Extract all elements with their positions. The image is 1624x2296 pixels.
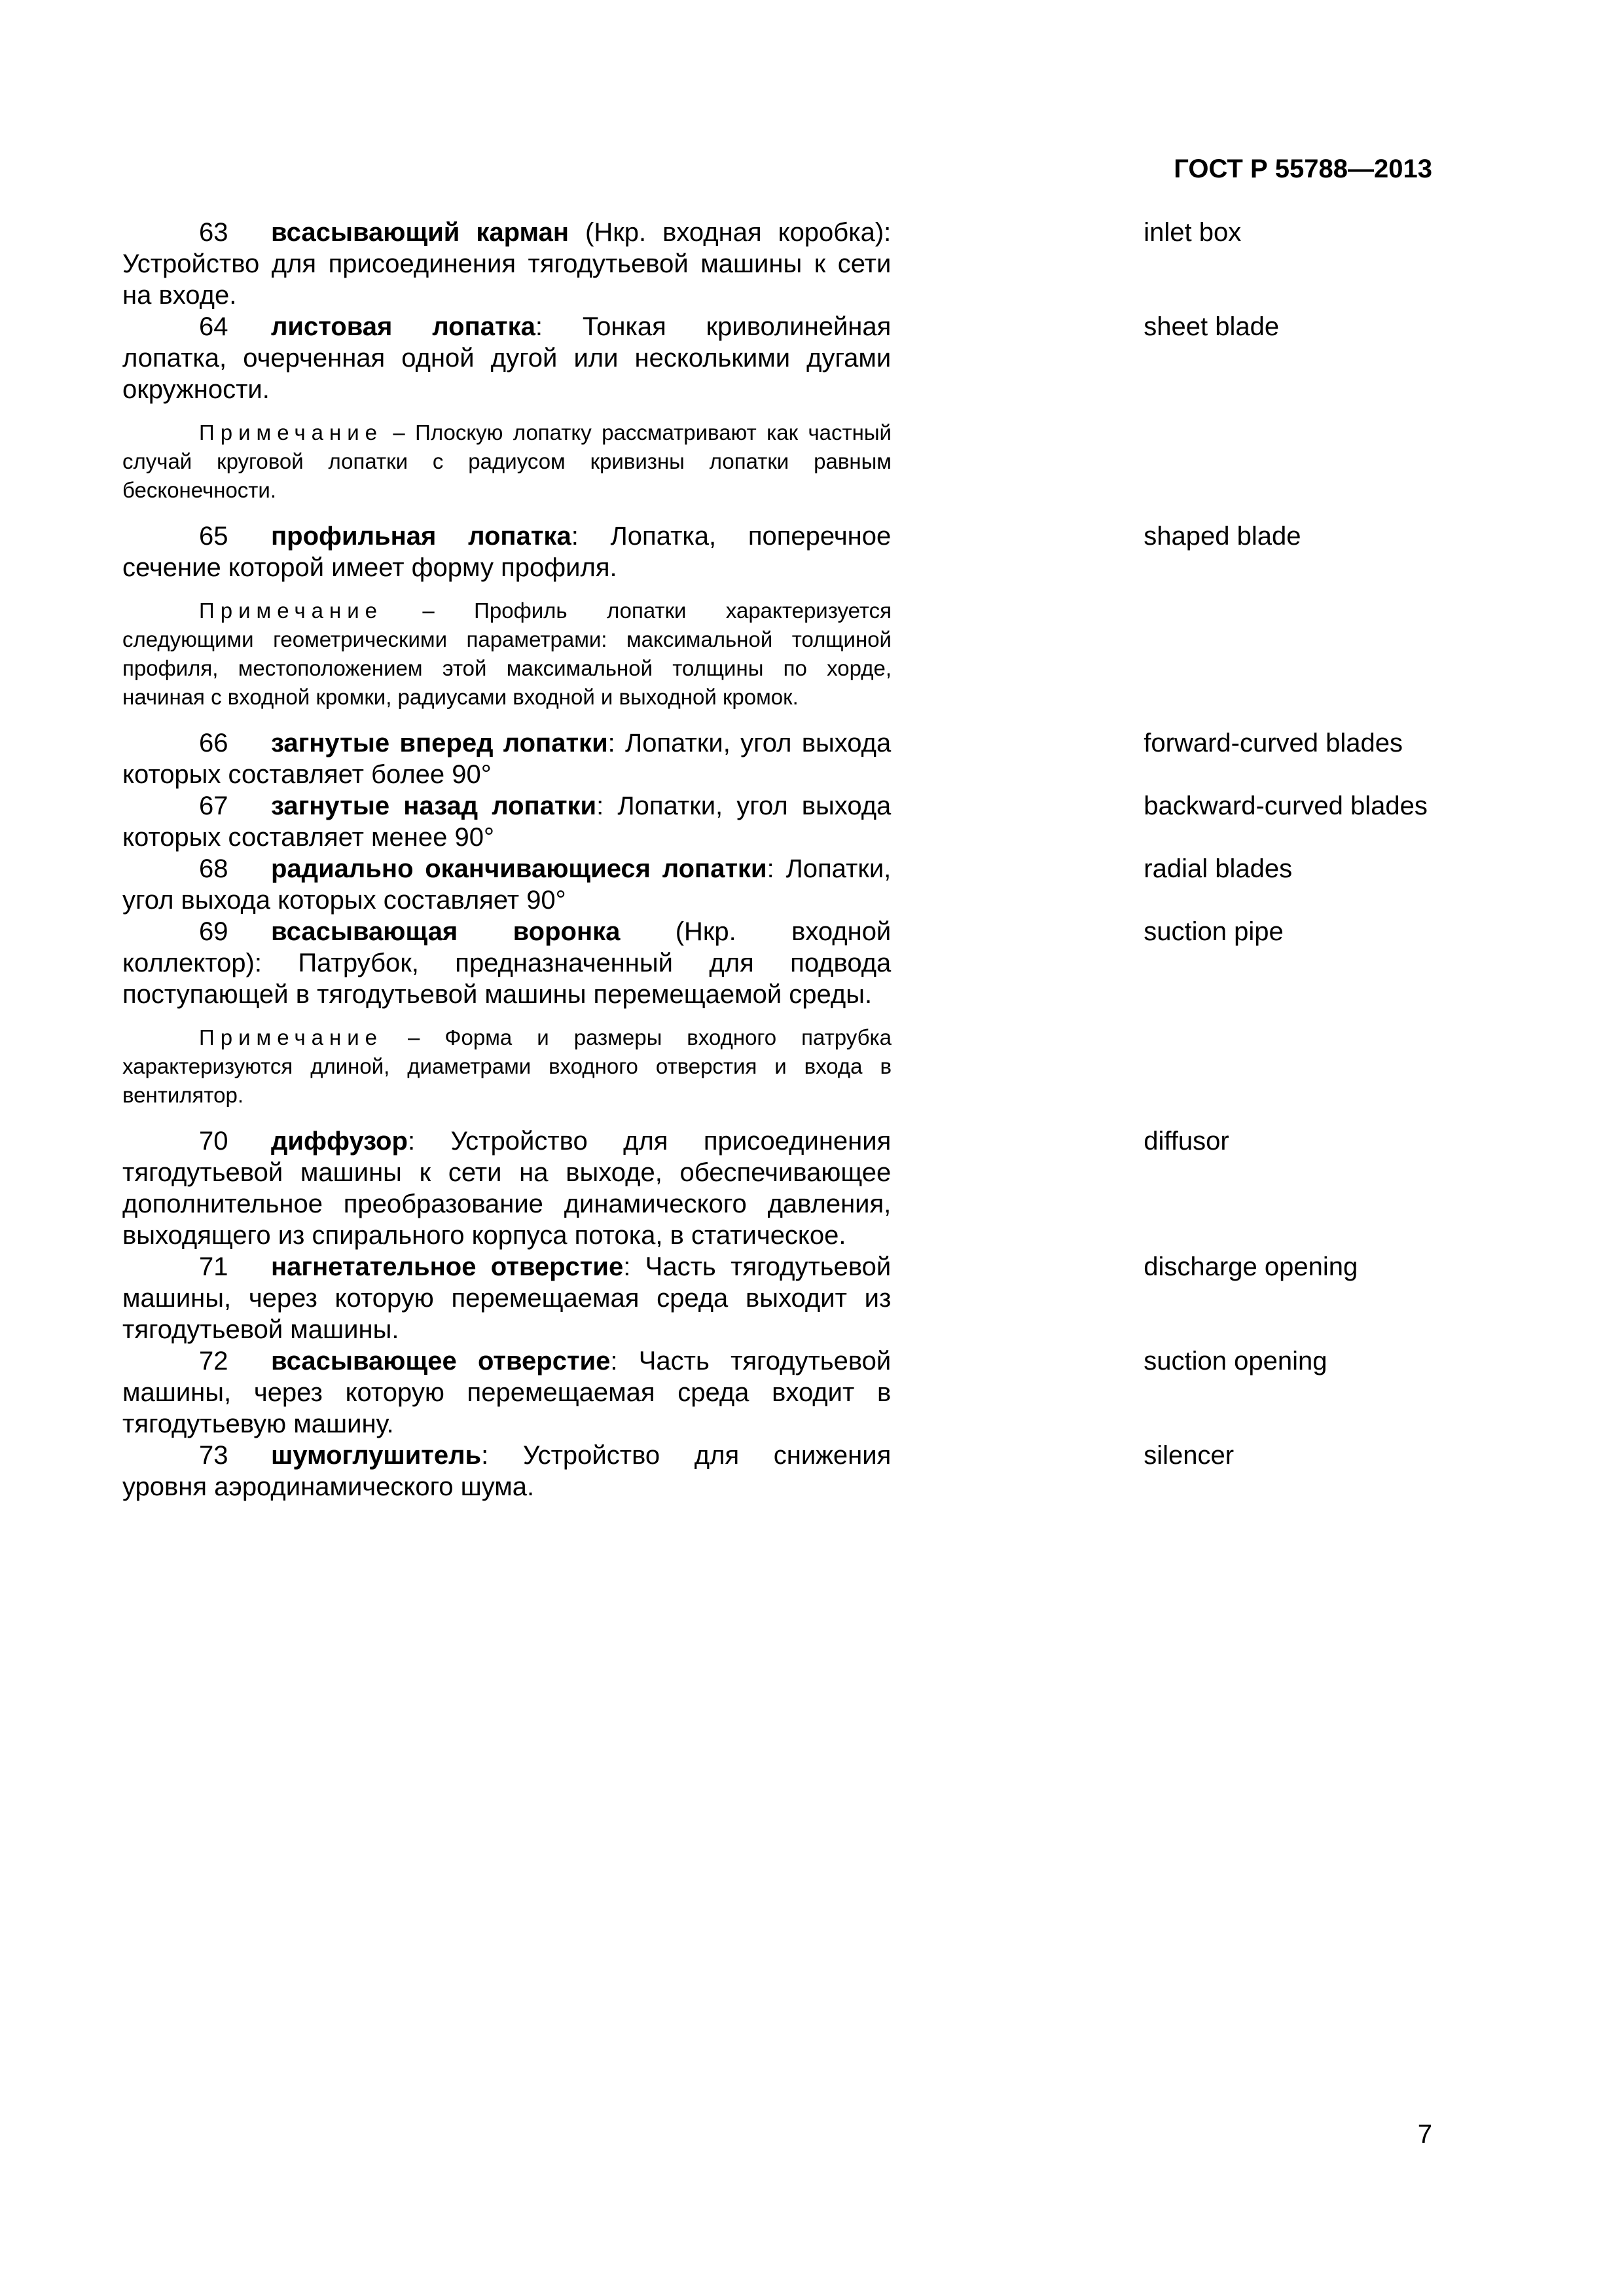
term-definition (122, 311, 891, 405)
note (122, 596, 892, 712)
term-name: загнутые вперед лопатки (271, 729, 608, 757)
term-name: всасывающий карман (271, 218, 569, 247)
note-label: Примечание (199, 598, 384, 623)
term-definition-text: : Лопатка, поперечное сечение которой имеет форму профиля. (122, 522, 892, 582)
english-equivalent: suction pipe (1144, 917, 1284, 946)
term-entry (122, 311, 1438, 405)
english-equivalent: inlet box (1144, 218, 1242, 247)
note-dash: – (383, 1025, 445, 1049)
term-number: 64 (199, 312, 228, 341)
note (122, 418, 892, 505)
term-entry (122, 1345, 1438, 1440)
note (122, 1023, 892, 1110)
term-entry (122, 1125, 1438, 1251)
english-equivalent: shaped blade (1144, 522, 1301, 551)
term-definition-text: (Нкр. входной коллектор): Патрубок, предназначенный для подвода поступающей в тягодутьевой машины перемещаемой среды. (122, 917, 892, 1009)
english-equivalent: forward-curved blades (1144, 729, 1403, 757)
english-equivalent: sheet blade (1144, 312, 1280, 341)
term-number: 73 (199, 1441, 228, 1470)
note-text: Плоскую лопатку рассматривают как частный случай круговой лопатки с радиусом кривизны лопатки равным бесконечности. (122, 420, 892, 502)
term-name: шумоглушитель (271, 1441, 482, 1470)
term-number: 68 (199, 854, 228, 883)
term-entry (122, 1251, 1438, 1345)
term-number: 70 (199, 1127, 228, 1156)
term-definition (122, 520, 891, 583)
term-definition (122, 853, 891, 916)
term-name: профильная лопатка (271, 522, 571, 551)
term-number: 71 (199, 1252, 228, 1281)
term-definition-text: : Устройство для присоединения тягодутьевой машины к сети на выходе, обеспечивающее дополнительное преобразование динамического давления, выходящего из спирального корпуса потока, в статическое. (122, 1127, 892, 1250)
term-entry (122, 853, 1438, 916)
page-number: 7 (1417, 2120, 1432, 2149)
english-equivalent: backward-curved blades (1144, 792, 1428, 820)
note-label: Примечание (199, 1025, 384, 1049)
note-dash: – (383, 420, 416, 445)
term-definition (122, 1440, 891, 1503)
term-definition (122, 217, 891, 311)
term-definition-text: : Устройство для снижения уровня аэродинамического шума. (122, 1441, 892, 1501)
term-entry (122, 520, 1438, 583)
terms-list (122, 217, 1438, 1503)
term-definition (122, 790, 891, 853)
english-equivalent: silencer (1144, 1441, 1235, 1470)
term-name: загнутые назад лопатки (271, 792, 597, 820)
term-number: 72 (199, 1347, 228, 1376)
note-row (122, 1010, 1438, 1125)
document-designation: ГОСТ Р 55788—2013 (1174, 155, 1432, 183)
term-number: 66 (199, 729, 228, 757)
term-name: нагнетательное отверстие (271, 1252, 624, 1281)
note-dash: – (383, 598, 475, 623)
term-number: 69 (199, 917, 228, 946)
english-equivalent: diffusor (1144, 1127, 1229, 1156)
term-name: диффузор (271, 1127, 408, 1156)
note-row (122, 405, 1438, 520)
term-name: радиально оканчивающиеся лопатки (271, 854, 767, 883)
term-definition (122, 916, 891, 1010)
term-entry (122, 916, 1438, 1010)
term-definition (122, 727, 891, 790)
term-definition-text: (Нкр. входная коробка): Устройство для присоединения тягодутьевой машины к сети на входе. (122, 218, 892, 310)
term-definition-text: : Тонкая криволинейная лопатка, очерченная одной дугой или несколькими дугами окружности. (122, 312, 892, 404)
term-name: всасывающее отверстие (271, 1347, 611, 1376)
term-entry (122, 790, 1438, 853)
term-definition (122, 1125, 891, 1251)
term-definition-text: : Часть тягодутьевой машины, через которую перемещаемая среда входит в тягодутьевую машину. (122, 1347, 892, 1438)
term-definition-text: : Лопатки, угол выхода которых составляет более 90° (122, 729, 892, 789)
note-text: Форма и размеры входного патрубка характеризуются длиной, диаметрами входного отверстия и входа в вентилятор. (122, 1025, 892, 1107)
english-equivalent: discharge opening (1144, 1252, 1358, 1281)
english-equivalent: suction opening (1144, 1347, 1327, 1376)
term-definition-text: : Лопатки, угол выхода которых составляет 90° (122, 854, 892, 915)
term-definition (122, 1345, 891, 1440)
note-text: Профиль лопатки характеризуется следующими геометрическими параметрами: максимальной толщиной профиля, местоположением этой максимальной толщины по хорде, начиная с входной кромки, радиусами входной и выходной кромок. (122, 598, 892, 709)
term-definition-text: : Часть тягодутьевой машины, через которую перемещаемая среда выходит из тягодутьевой машины. (122, 1252, 892, 1344)
note-label: Примечание (199, 420, 384, 445)
term-number: 67 (199, 792, 228, 820)
term-number: 65 (199, 522, 228, 551)
term-definition (122, 1251, 891, 1345)
term-entry (122, 727, 1438, 790)
term-entry (122, 217, 1438, 311)
term-name: листовая лопатка (271, 312, 535, 341)
english-equivalent: radial blades (1144, 854, 1293, 883)
term-definition-text: : Лопатки, угол выхода которых составляет менее 90° (122, 792, 892, 852)
note-row (122, 583, 1438, 727)
term-name: всасывающая воронка (271, 917, 621, 946)
term-entry (122, 1440, 1438, 1503)
term-number: 63 (199, 218, 228, 247)
